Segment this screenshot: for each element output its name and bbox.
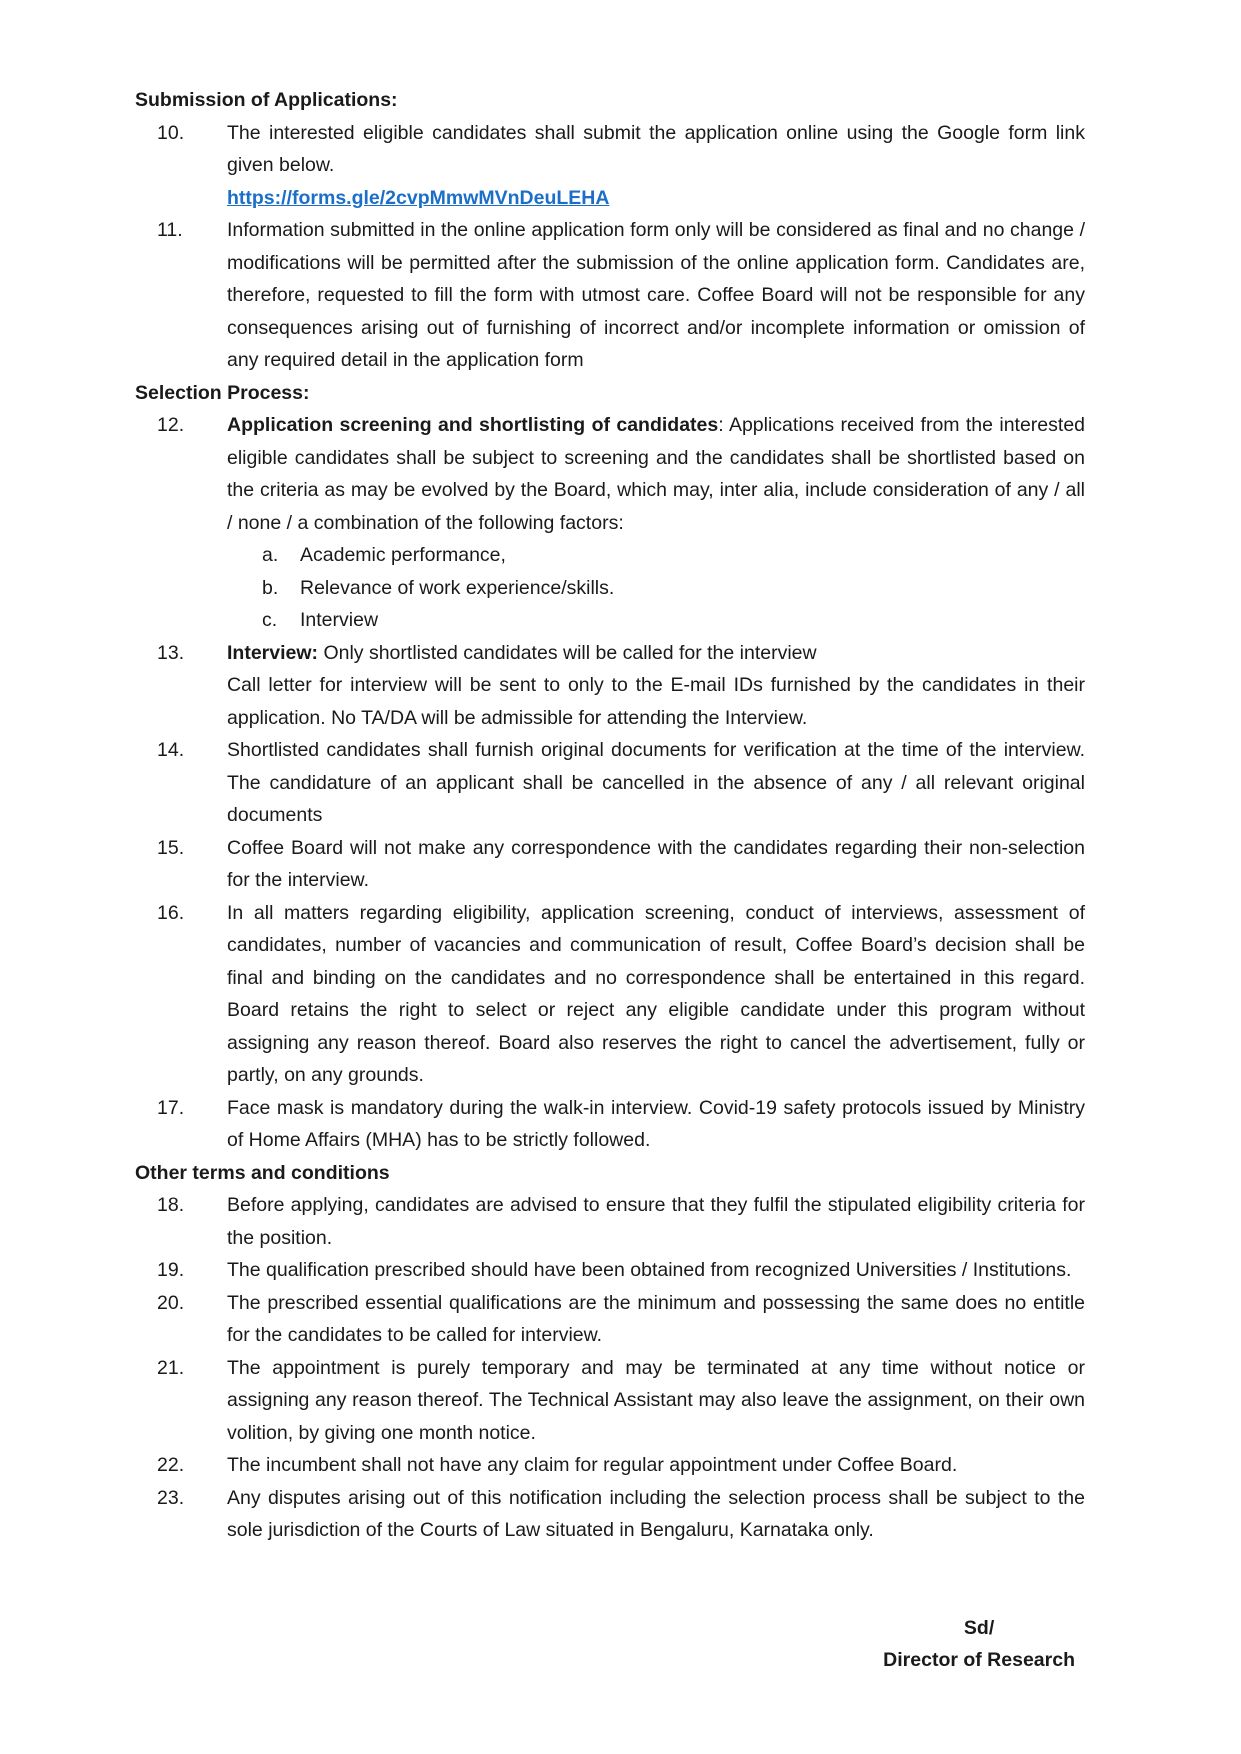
text-run: Only shortlisted candidates will be called for the interview — [318, 641, 817, 664]
document-body — [135, 84, 1085, 1547]
sub-item-a — [227, 539, 1085, 572]
list-item-15 — [135, 832, 1085, 897]
text-run: Coffee Board will not make any correspondence with the candidates regarding their non-selection for the interview. — [227, 836, 1085, 891]
item-body — [227, 897, 1085, 1092]
text-run: Before applying, candidates are advised to ensure that they fulfil the stipulated eligibility criteria for the position. — [227, 1194, 1085, 1249]
list-item-10 — [135, 117, 1085, 215]
section-heading-other-terms-and-conditions: Other terms and conditions — [135, 1161, 390, 1184]
list-item-17 — [135, 1092, 1085, 1157]
section-heading-selection-process: Selection Process: — [135, 381, 310, 404]
paragraph — [227, 1449, 1085, 1482]
item-body — [227, 117, 1085, 215]
list-item-16 — [135, 897, 1085, 1092]
list-item-20 — [135, 1287, 1085, 1352]
text-run: The appointment is purely temporary and may be terminated at any time without notice or assigning any reason thereof. The Technical Assistant may also leave the assignment, on their own volition, by giving one month notice. — [227, 1356, 1085, 1444]
paragraph — [227, 734, 1085, 832]
section-heading-submission-of-applications: Submission of Applications: — [135, 89, 398, 111]
list-item-18 — [135, 1189, 1085, 1254]
paragraph — [227, 1092, 1085, 1157]
text-run: The incumbent shall not have any claim for regular appointment under Coffee Board. — [227, 1454, 958, 1476]
text-run: Face mask is mandatory during the walk-in interview. Covid-19 safety protocols issued by Ministry of Home Affairs (MHA) has to be strictly followed. — [227, 1096, 1085, 1151]
text-run: The qualification prescribed should have been obtained from recognized Universities / Institutions. — [227, 1259, 1072, 1281]
item-body — [227, 832, 1085, 897]
paragraph — [227, 637, 1085, 670]
item-number: 15. — [157, 836, 185, 859]
item-number: 20. — [157, 1291, 185, 1314]
text-run: Any disputes arising out of this notification including the selection process shall be subject to the sole jurisdiction of the Courts of Law situated in Bengaluru, Karnataka only. — [227, 1486, 1085, 1541]
item-number: 21. — [157, 1356, 185, 1379]
bold-text: Interview: — [227, 641, 319, 664]
item-body — [227, 1482, 1085, 1547]
list-item-14 — [135, 734, 1085, 832]
list-item-11 — [135, 214, 1085, 377]
paragraph — [227, 1254, 1085, 1287]
item-number: 16. — [157, 901, 185, 924]
item-number: 23. — [157, 1486, 185, 1509]
bold-text: Application screening and shortlisting of candidates — [227, 414, 719, 436]
sub-item-c — [227, 604, 1085, 637]
paragraph — [227, 1189, 1085, 1254]
sub-item-marker: c. — [262, 609, 278, 631]
item-number: 10. — [157, 121, 185, 144]
paragraph — [227, 182, 1085, 215]
paragraph — [227, 409, 1085, 539]
item-body — [227, 1189, 1085, 1254]
text-run: The prescribed essential qualifications are the minimum and possessing the same does no entitle for the candidates to be called for interview. — [227, 1291, 1085, 1346]
item-body — [227, 214, 1085, 377]
sub-item-marker: a. — [262, 544, 279, 566]
signature-designation: Director of Research — [883, 1649, 1075, 1671]
item-number: 14. — [157, 739, 185, 761]
item-number: 12. — [157, 414, 185, 436]
item-body — [227, 734, 1085, 832]
signature-block — [883, 1612, 1075, 1677]
list-item-21 — [135, 1352, 1085, 1450]
text-run: The interested eligible candidates shall submit the application online using the Google form link given below. — [227, 121, 1085, 176]
item-number: 22. — [157, 1454, 185, 1476]
item-body — [227, 409, 1085, 637]
list-item-12 — [135, 409, 1085, 637]
item-number: 17. — [157, 1096, 185, 1119]
paragraph — [227, 117, 1085, 182]
list-item-13 — [135, 637, 1085, 735]
text-run: Interview — [300, 609, 379, 631]
text-run: Shortlisted candidates shall furnish original documents for verification at the time of the interview. The candidature of an applicant shall be cancelled in the absence of any / all relevant original documents — [227, 739, 1085, 826]
list-item-19 — [135, 1254, 1085, 1287]
item-number: 18. — [157, 1194, 185, 1216]
text-run: Relevance of work experience/skills. — [300, 576, 615, 599]
item-body — [227, 1287, 1085, 1352]
text-run: Call letter for interview will be sent to only to the E-mail IDs furnished by the candidates in their application. No TA/DA will be admissible for attending the Interview. — [227, 674, 1085, 729]
paragraph — [227, 669, 1085, 734]
paragraph — [227, 1352, 1085, 1450]
signature-sd: Sd/ — [963, 1616, 995, 1639]
paragraph — [227, 897, 1085, 1092]
paragraph — [227, 1287, 1085, 1352]
text-run: In all matters regarding eligibility, application screening, conduct of interviews, assessment of candidates, number of vacancies and communication of result, Coffee Board’s decision shall be final and binding on the candidates and no correspondence shall be entertained in this regard. Board retains the right to select or reject any eligible candidate under this program without assigning any reason thereof. Board also reserves the right to cancel the advertisement, fully or partly, on any grounds. — [227, 901, 1085, 1086]
google-form-link[interactable]: https://forms.gle/2cvpMmwMVnDeuLEHA — [227, 186, 610, 209]
sub-item-marker: b. — [262, 576, 279, 599]
item-body — [227, 1092, 1085, 1157]
item-number: 13. — [157, 641, 185, 664]
item-body — [227, 1352, 1085, 1450]
paragraph — [227, 832, 1085, 897]
paragraph — [227, 214, 1085, 377]
item-body — [227, 1254, 1085, 1287]
list-item-22 — [135, 1449, 1085, 1482]
paragraph — [227, 1482, 1085, 1547]
item-body — [227, 1449, 1085, 1482]
text-run: : Applications received from the interested eligible candidates shall be subject to screening and the candidates shall be shortlisted based on the criteria as may be evolved by the Board, which may, inter alia, include consideration of any / all / none / a combination of the following factors: — [227, 414, 1086, 534]
item-number: 19. — [157, 1259, 185, 1281]
item-body — [227, 637, 1085, 735]
item-number: 11. — [157, 219, 183, 241]
text-run: Academic performance, — [300, 544, 506, 566]
text-run: Information submitted in the online application form only will be considered as final and no change / modifications will be permitted after the submission of the online application form. Candidates are, therefore, requested to fill the form with utmost care. Coffee Board will not be responsible for any consequences arising out of furnishing of incorrect and/or incomplete information or omission of any required detail in the application form — [227, 219, 1085, 371]
list-item-23 — [135, 1482, 1085, 1547]
sub-item-b — [227, 572, 1085, 605]
